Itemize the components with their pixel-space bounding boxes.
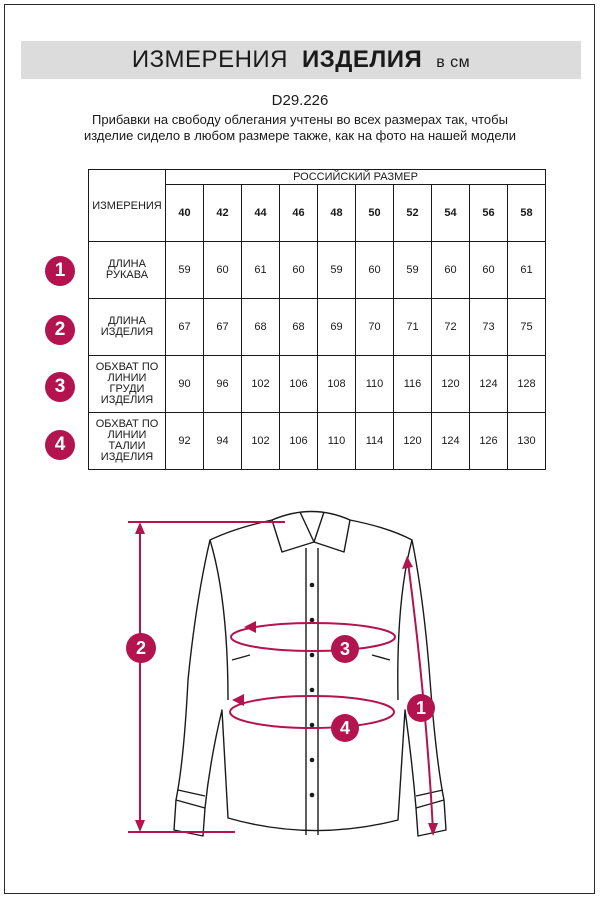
table-cell: 120 [394,413,432,470]
row-label: ДЛИНА ИЗДЕЛИЯ [89,299,166,356]
table-cell: 124 [432,413,470,470]
table-cell: 102 [242,356,280,413]
row-badge-4: 4 [45,430,75,460]
row-label: ОБХВАТ ПО ЛИНИИ ГРУДИ ИЗДЕЛИЯ [89,356,166,413]
size-cell: 46 [280,185,318,242]
table-cell: 110 [318,413,356,470]
table-cell: 60 [280,242,318,299]
table-cell: 61 [242,242,280,299]
diagram-label-3: 3 [339,639,351,659]
row-badge-2: 2 [45,315,75,345]
table-cell: 70 [356,299,394,356]
table-cell: 102 [242,413,280,470]
table-cell: 92 [166,413,204,470]
table-cell: 90 [166,356,204,413]
size-cell: 56 [470,185,508,242]
diagram-label-2: 2 [135,638,147,658]
title-unit: в см [436,54,471,71]
row-label: ДЛИНА РУКАВА [89,242,166,299]
table-cell: 96 [204,356,242,413]
row-label: ОБХВАТ ПО ЛИНИИ ТАЛИИ ИЗДЕЛИЯ [89,413,166,470]
table-cell: 67 [204,299,242,356]
size-header: РОССИЙСКИЙ РАЗМЕР [166,170,546,185]
table-cell: 75 [508,299,546,356]
size-cell: 54 [432,185,470,242]
diagram-label-1: 1 [415,698,427,718]
table-cell: 61 [508,242,546,299]
table-cell: 94 [204,413,242,470]
size-cell: 40 [166,185,204,242]
diagram-label-4: 4 [339,718,351,738]
table-cell: 108 [318,356,356,413]
table-cell: 73 [470,299,508,356]
table-cell: 106 [280,356,318,413]
table-cell: 59 [394,242,432,299]
table-cell: 67 [166,299,204,356]
measure-header: ИЗМЕРЕНИЯ [89,170,166,242]
table-cell: 120 [432,356,470,413]
table-cell: 59 [166,242,204,299]
size-cell: 52 [394,185,432,242]
table-cell: 130 [508,413,546,470]
size-cell: 42 [204,185,242,242]
table-cell: 72 [432,299,470,356]
table-cell: 60 [204,242,242,299]
table-cell: 68 [242,299,280,356]
table-cell: 68 [280,299,318,356]
row-badge-1: 1 [45,256,75,286]
table-cell: 110 [356,356,394,413]
fit-note: Прибавки на свободу облегания учтены во всех размерах так, чтобы изделие сидело в любом размере также, как на фото на нашей модели [83,112,517,143]
article-code: D29.226 [271,92,329,109]
table-cell: 128 [508,356,546,413]
table-cell: 124 [470,356,508,413]
table-cell: 60 [470,242,508,299]
row-badge-3: 3 [45,372,75,402]
size-cell: 48 [318,185,356,242]
table-cell: 71 [394,299,432,356]
table-cell: 69 [318,299,356,356]
table-cell: 60 [356,242,394,299]
title-part-2: ИЗДЕЛИЯ [302,46,423,73]
title-part-1: ИЗМЕРЕНИЯ [131,46,288,73]
table-cell: 126 [470,413,508,470]
table-cell: 106 [280,413,318,470]
table-cell: 114 [356,413,394,470]
table-cell: 59 [318,242,356,299]
size-cell: 44 [242,185,280,242]
size-cell: 50 [356,185,394,242]
table-cell: 60 [432,242,470,299]
table-cell: 116 [394,356,432,413]
size-cell: 58 [508,185,546,242]
